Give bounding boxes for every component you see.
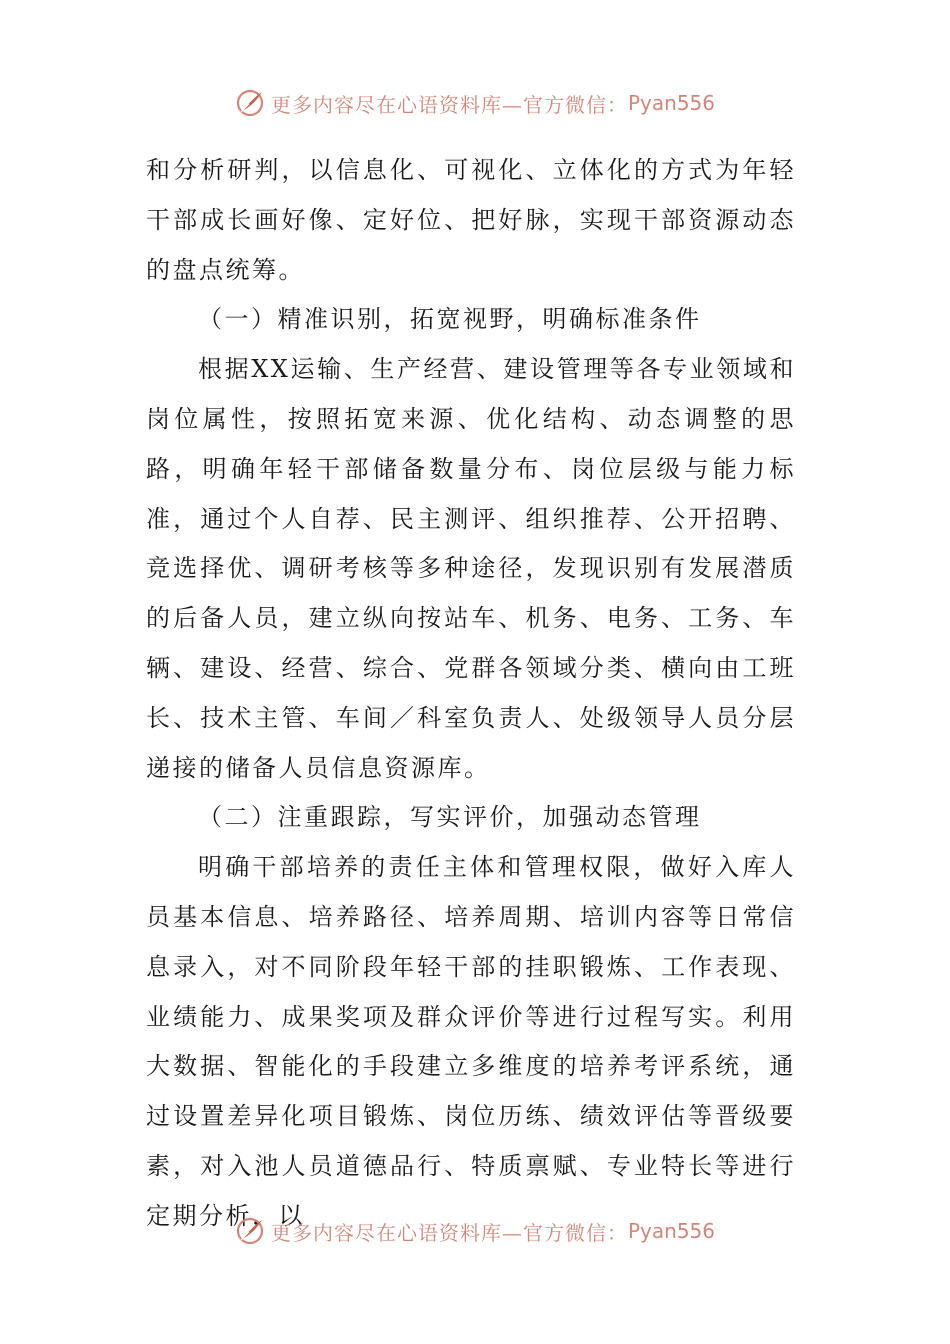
quill-logo-icon xyxy=(235,1216,265,1246)
header-banner xyxy=(0,83,950,123)
quill-logo-icon xyxy=(235,88,265,118)
header-banner-text: 更多内容尽在心语资料库—官方微信： xyxy=(270,92,628,117)
paragraph-section-1: 根据XX运输、生产经营、建设管理等各专业领域和岗位属性，按照拓宽来源、优化结构、动态调整的思路，明确年轻干部储备数量分布、岗位层级与能力标准，通过个人自荐、民主测评、组织推荐、公开招聘、竞选择优、调研考核等多种途径，发现识别有发展潜质的后备人员，建立纵向按站车、机务、电务、工务、车辆、建设、经营、综合、党群各领域分类、横向由工班长、技术主管、车间／科室负责人、处级领导人员分层递接的储备人员信息资源库。 xyxy=(146,355,796,782)
footer-banner-text: 更多内容尽在心语资料库—官方微信： xyxy=(270,1220,628,1245)
paragraph-section-2: 明确干部培养的责任主体和管理权限，做好入库人员基本信息、培养路径、培养周期、培训内容等日常信息录入，对不同阶段年轻干部的挂职锻炼、工作表现、业绩能力、成果奖项及群众评价等进行过程写实。利用大数据、智能化的手段建立多维度的培养考评系统，通过设置差异化项目锻炼、岗位历练、绩效评估等晋级要素，对入池人员道德品行、特质禀赋、专业特长等进行定期分析，以 xyxy=(146,853,796,1230)
section-heading-1: （一）精准识别，拓宽视野，明确标准条件 xyxy=(198,305,702,334)
footer-banner-wechat-id: Pyan556 xyxy=(627,1219,715,1243)
paragraph-continuation: 和分析研判，以信息化、可视化、立体化的方式为年轻干部成长画好像、定好位、把好脉，实现干部资源动态的盘点统筹。 xyxy=(146,156,796,284)
header-banner-wechat-id: Pyan556 xyxy=(627,91,715,115)
footer-banner xyxy=(0,1211,950,1251)
section-heading-2: （二）注重跟踪，写实评价，加强动态管理 xyxy=(198,803,702,832)
document-body xyxy=(146,146,796,1242)
